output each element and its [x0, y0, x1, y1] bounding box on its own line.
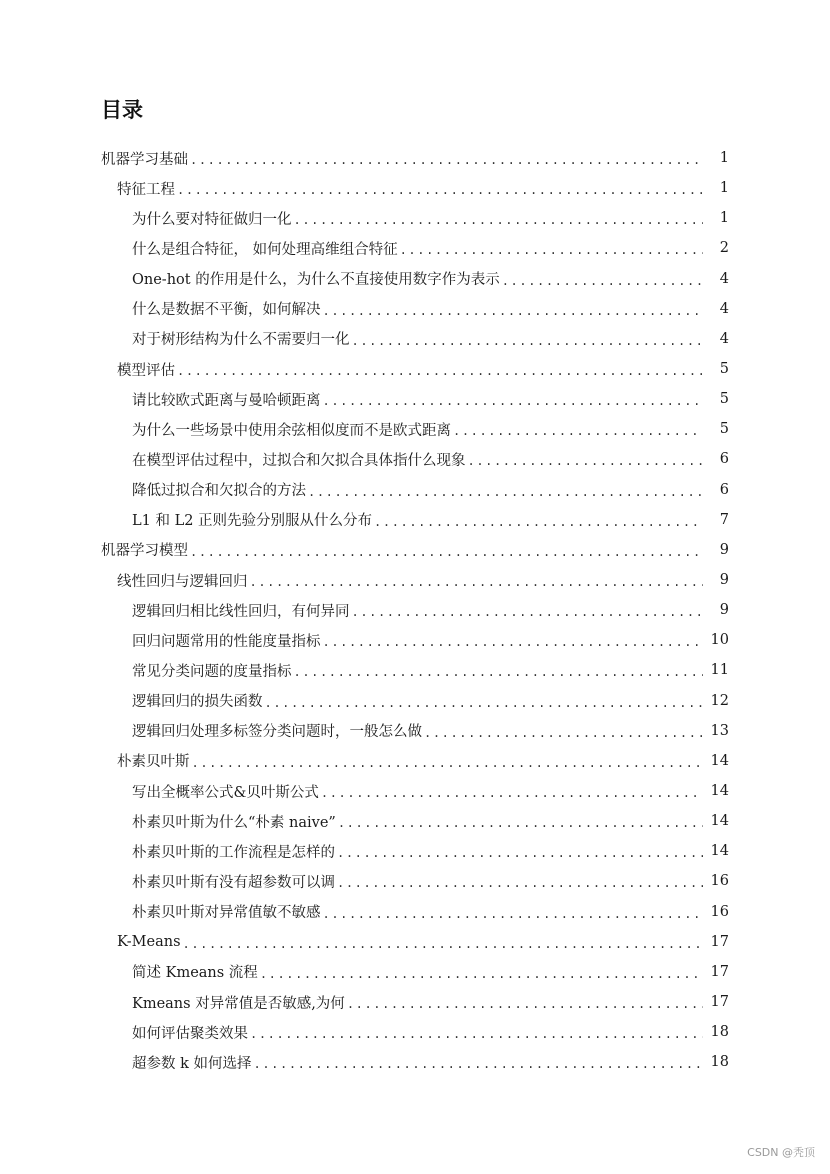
toc-entry-title[interactable]: 降低过拟合和欠拟合的方法 — [132, 483, 306, 500]
toc-dot-leader — [265, 696, 704, 710]
toc-entry-level-3[interactable] — [0, 1017, 830, 1047]
toc-page-number[interactable]: 5 — [719, 361, 729, 378]
toc-dot-leader — [352, 334, 704, 348]
toc-dot-leader — [338, 816, 703, 830]
toc-dot-leader — [192, 756, 704, 770]
toc-page-number[interactable]: 7 — [719, 511, 729, 528]
toc-dot-leader — [453, 424, 703, 438]
toc-entry-level-2[interactable] — [0, 565, 830, 595]
toc-entry-level-3[interactable] — [0, 897, 830, 927]
toc-dot-leader — [177, 183, 703, 197]
toc-dot-leader — [337, 846, 703, 860]
toc-dot-leader — [294, 665, 704, 679]
toc-page-number[interactable]: 12 — [710, 692, 729, 709]
toc-page-number[interactable]: 1 — [719, 210, 729, 227]
toc-page-number[interactable]: 6 — [719, 451, 729, 468]
toc-page-number[interactable]: 17 — [710, 994, 729, 1010]
toc-dot-leader — [374, 515, 703, 529]
toc-entry-level-3[interactable] — [0, 716, 830, 746]
toc-dot-leader — [424, 726, 703, 740]
toc-page-number[interactable]: 14 — [710, 813, 729, 830]
toc-dot-leader — [183, 937, 703, 951]
toc-page-number[interactable]: 5 — [719, 421, 729, 438]
toc-dot-leader — [323, 907, 704, 921]
toc-entry-level-2[interactable] — [0, 354, 830, 384]
toc-entry-level-3[interactable] — [0, 444, 830, 474]
toc-entry-level-3[interactable] — [0, 324, 830, 354]
toc-dot-leader — [337, 876, 703, 890]
toc-entry-title[interactable]: 对于树形结构为什么不需要归一化 — [132, 332, 350, 349]
toc-entry-title[interactable]: 写出全概率公式&贝叶斯公式 — [132, 784, 319, 801]
toc-dot-leader — [177, 364, 703, 378]
toc-entry-level-3[interactable] — [0, 655, 830, 685]
toc-entry-level-3[interactable] — [0, 264, 830, 294]
toc-page-number[interactable]: 10 — [710, 632, 729, 649]
toc-page-number[interactable]: 9 — [719, 602, 729, 619]
toc-entry-title[interactable]: One-hot 的作用是什么，为什么不直接使用数字作为表示 — [132, 272, 500, 289]
toc-page-number[interactable]: 18 — [710, 1054, 729, 1071]
csdn-watermark: CSDN @秃顶 — [747, 1146, 815, 1159]
toc-entry-title[interactable]: 朴素贝叶斯有没有超参数可以调 — [132, 874, 335, 891]
toc-entry-level-2[interactable] — [0, 746, 830, 776]
toc-entry-level-3[interactable] — [0, 866, 830, 896]
toc-dot-leader — [347, 997, 703, 1011]
toc-page-number[interactable]: 4 — [719, 300, 729, 317]
toc-entry-level-3[interactable] — [0, 384, 830, 414]
toc-entry-level-3[interactable] — [0, 475, 830, 505]
toc-page-number[interactable]: 18 — [710, 1024, 729, 1041]
toc-entry-title[interactable]: 朴素贝叶斯 — [117, 754, 190, 771]
toc-page-number[interactable]: 11 — [710, 662, 729, 679]
toc-page-number[interactable]: 2 — [719, 240, 729, 257]
toc-page-number[interactable]: 1 — [719, 150, 729, 167]
toc-dot-leader — [254, 1057, 703, 1071]
toc-page-number[interactable]: 6 — [719, 481, 729, 498]
toc-entry-title[interactable]: 什么是数据不平衡，如何解决 — [132, 302, 321, 319]
toc-entry-title[interactable]: 线性回归与逻辑回归 — [117, 573, 248, 590]
toc-dot-leader — [323, 635, 704, 649]
toc-page-number[interactable]: 16 — [710, 873, 729, 890]
toc-entry-title[interactable]: 在模型评估过程中，过拟合和欠拟合具体指什么现象 — [132, 452, 466, 469]
toc-entry-title[interactable]: 逻辑回归相比线性回归，有何异同 — [132, 603, 350, 620]
toc-entry-level-3[interactable] — [0, 294, 830, 324]
toc-dot-leader — [400, 243, 703, 257]
toc-page-number[interactable]: 5 — [719, 391, 729, 408]
toc-dot-leader — [468, 454, 704, 468]
toc-dot-leader — [502, 274, 703, 288]
toc-dot-leader — [294, 213, 704, 227]
toc-page-number[interactable]: 17 — [710, 963, 729, 980]
toc-entry-level-3[interactable] — [0, 625, 830, 655]
toc-page-number[interactable]: 17 — [710, 933, 729, 950]
toc-entry-title[interactable]: 什么是组合特征， 如何处理高维组合特征 — [132, 241, 398, 258]
toc-page-number[interactable]: 9 — [719, 541, 729, 558]
toc-entry-title[interactable]: 请比较欧式距离与曼哈顿距离 — [132, 392, 321, 409]
toc-dot-leader — [260, 967, 703, 981]
toc-entry-title[interactable]: 回归问题常用的性能度量指标 — [132, 633, 321, 650]
toc-page-number[interactable]: 9 — [719, 572, 729, 589]
toc-entry-title[interactable]: K-Means — [117, 933, 181, 950]
toc-entry-title[interactable]: 常见分类问题的度量指标 — [132, 663, 292, 680]
toc-entry-title[interactable]: 机器学习模型 — [101, 543, 188, 560]
toc-entry-title[interactable]: 模型评估 — [117, 362, 175, 379]
toc-entry-level-2[interactable] — [0, 927, 830, 957]
toc-entry-level-3[interactable] — [0, 414, 830, 444]
toc-entry-level-3[interactable] — [0, 806, 830, 836]
toc-list — [0, 143, 830, 1077]
toc-page-number[interactable]: 13 — [710, 722, 729, 739]
toc-entry-level-3[interactable] — [0, 233, 830, 263]
toc-page-number[interactable]: 14 — [710, 843, 729, 860]
toc-dot-leader — [250, 575, 704, 589]
toc-entry-title[interactable]: 为什么要对特征做归一化 — [132, 211, 292, 228]
toc-entry-title[interactable]: 如何评估聚类效果 — [132, 1025, 248, 1042]
toc-entry-title[interactable]: 逻辑回归的损失函数 — [132, 694, 263, 711]
toc-dot-leader — [250, 1027, 703, 1041]
toc-entry-title[interactable]: Kmeans 对异常值是否敏感,为何 — [132, 995, 345, 1012]
toc-entry-level-2[interactable] — [0, 173, 830, 203]
toc-entry-level-3[interactable] — [0, 1047, 830, 1077]
toc-entry-level-3[interactable] — [0, 203, 830, 233]
toc-entry-title[interactable]: 简述 Kmeans 流程 — [132, 965, 258, 982]
toc-entry-level-3[interactable] — [0, 776, 830, 806]
toc-dot-leader — [321, 786, 703, 800]
toc-entry-level-3[interactable] — [0, 505, 830, 535]
toc-entry-level-3[interactable] — [0, 957, 830, 987]
toc-dot-leader — [190, 545, 703, 559]
toc-page-number[interactable]: 14 — [710, 752, 729, 769]
toc-entry-title[interactable]: 朴素贝叶斯为什么“朴素 naive” — [132, 814, 336, 831]
toc-page-number[interactable]: 4 — [719, 330, 729, 347]
toc-entry-level-3[interactable] — [0, 686, 830, 716]
toc-dot-leader — [308, 485, 703, 499]
toc-entry-title[interactable]: 朴素贝叶斯的工作流程是怎样的 — [132, 844, 335, 861]
toc-entry-title[interactable]: 机器学习基础 — [101, 151, 188, 168]
toc-dot-leader — [323, 394, 704, 408]
toc-entry-title[interactable]: 特征工程 — [117, 181, 175, 198]
toc-page-number[interactable]: 16 — [710, 903, 729, 920]
toc-entry-level-3[interactable] — [0, 595, 830, 625]
toc-entry-title[interactable]: 逻辑回归处理多标签分类问题时，一般怎么做 — [132, 724, 422, 741]
toc-entry-level-3[interactable] — [0, 836, 830, 866]
toc-dot-leader — [190, 153, 703, 167]
toc-page-number[interactable]: 1 — [719, 180, 729, 197]
toc-entry-title[interactable]: 朴素贝叶斯对异常值敏不敏感 — [132, 905, 321, 922]
toc-title: 目录 — [101, 98, 143, 122]
toc-page-number[interactable]: 4 — [719, 270, 729, 287]
toc-page-number[interactable]: 14 — [710, 783, 729, 800]
toc-entry-title[interactable]: 为什么一些场景中使用余弦相似度而不是欧式距离 — [132, 422, 451, 439]
toc-dot-leader — [323, 304, 704, 318]
toc-entry-level-3[interactable] — [0, 987, 830, 1017]
toc-entry-title[interactable]: 超参数 k 如何选择 — [132, 1055, 252, 1072]
toc-entry-level-1[interactable] — [0, 535, 830, 565]
toc-entry-level-1[interactable] — [0, 143, 830, 173]
toc-entry-title[interactable]: L1 和 L2 正则先验分别服从什么分布 — [132, 513, 373, 530]
toc-dot-leader — [352, 605, 704, 619]
